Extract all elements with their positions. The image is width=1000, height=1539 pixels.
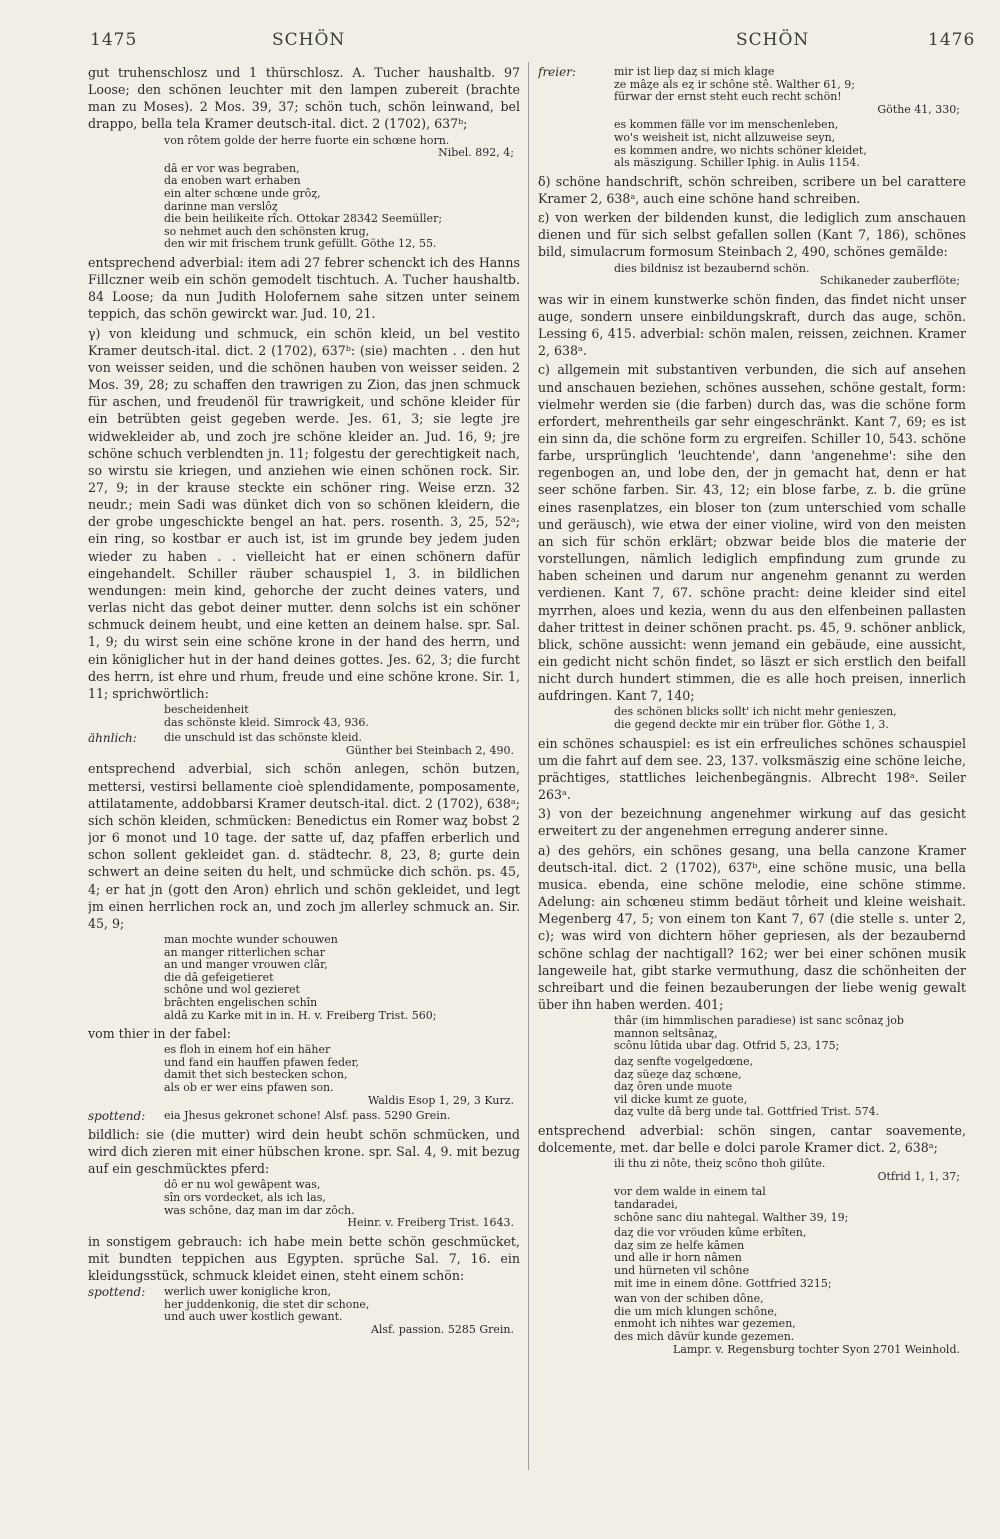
- citation-quote: [88, 934, 520, 1022]
- citation-quote: [538, 1056, 966, 1119]
- entry-paragraph: entsprechend adverbial, sich schön anlegen, schön butzen, mettersi, vestirsi bellamente cioè splendidamente, pomposamente, attilatamente, addobbarsi Kramer deutsch-ital. dict. 2 (1702), 638ᵃ; sich schön kleiden, schmücken: Benedictus ein Romer waȥ bobst 2 jor 6 monot und 10 tage. der satte uf, daȥ pfaffen erberlich und schon sollent gekleidet gan. d. städtechr. 8, 23, 8; gurte dein schwert an deine seiten du helt, und schmücke dich schön. ps. 45, 4; er hat jn (gott den Aron) ehrlich und schön gekleidet, und legt jm einen herrlichen rock an, und zoch jm allerley schmuck an. Sir. 45, 9;: [88, 761, 520, 931]
- page-header: [0, 30, 1000, 60]
- quote-label: [538, 119, 610, 169]
- entry-paragraph: ε) von werken der bildenden kunst, die lediglich zum anschauen dienen und für sich selbst gefallen sollen (Kant 7, 186), schönes bild, simulacrum formosum Steinbach 2, 490, schönes gemälde:: [538, 210, 966, 260]
- verse-line: an manger ritterlichen schar: [164, 946, 325, 959]
- verse-line: und alle ir horn nâmen: [614, 1252, 742, 1265]
- verse-line: schône sanc diu nahtegal. Walther 39, 19;: [614, 1211, 849, 1224]
- quote-label: ähnlich:: [88, 731, 137, 746]
- quote-lines: [610, 706, 966, 731]
- column-divider: [528, 62, 529, 1470]
- quote-lines: [160, 934, 520, 1022]
- quote-label: [538, 1158, 610, 1183]
- verse-line: es kommen fälle vor im menschenleben,: [614, 119, 839, 132]
- verse-line: vor dem walde in einem tal: [614, 1186, 766, 1199]
- verse-line: es kommen andre, wo nichts schöner kleidet,: [614, 144, 867, 157]
- quote-label: [88, 1179, 160, 1229]
- citation-quote: [538, 1227, 966, 1290]
- verse-line: daȥ ôren unde muote: [614, 1081, 733, 1094]
- verse-line: das schönste kleid. Simrock 43, 936.: [164, 716, 369, 729]
- citation-quote: [88, 704, 520, 729]
- verse-line: damit thet sich bestecken schon,: [164, 1069, 348, 1082]
- verse-line: ein alter schœne unde grôȥ,: [164, 188, 321, 200]
- citation-quote: [88, 1110, 520, 1123]
- quote-label: [88, 135, 160, 160]
- verse-line: daȥ vulte dâ berg unde tal. Gottfried Trist. 574.: [614, 1106, 880, 1119]
- quote-label: [538, 1186, 610, 1224]
- quote-label: [538, 1056, 610, 1119]
- quote-label: [538, 706, 610, 731]
- quote-source: Schikaneder zauberflöte;: [819, 274, 960, 288]
- verse-line: daȥ sim ze helfe kâmen: [614, 1239, 745, 1252]
- entry-paragraph: ein schönes schauspiel: es ist ein erfreuliches schönes schauspiel um die fahrt auf dem see. 23, 137. volksmäszig eine schöne leiche, prächtiges, stattliches leichenbegängnis. Albrecht 198ᵃ. Seiler 263ᵃ.: [538, 735, 966, 803]
- quote-source: Göthe 41, 330;: [877, 102, 960, 116]
- verse-line: thâr (im himmlischen paradiese) ist sanc scônaȥ job: [614, 1015, 904, 1028]
- left-page-number: 1475: [90, 30, 138, 50]
- quote-source: Günther bei Steinbach 2, 490.: [345, 743, 514, 757]
- quote-label: [88, 163, 160, 251]
- right-headword: SCHÖN: [736, 30, 810, 50]
- verse-line: her juddenkonig, die stet dir schone,: [164, 1298, 370, 1311]
- verse-line: des mich dâvür kunde gezemen.: [614, 1330, 795, 1343]
- verse-line: daȥ senfte vogelgedœne,: [614, 1055, 754, 1068]
- entry-paragraph: γ) von kleidung und schmuck, ein schön kleid, un bel vestito Kramer deutsch-ital. dict. 2 (1702), 637ᵇ: (sie) machten . . den hut von weisser seiden, und die schönen hauben von weisser seiden. 2 Mos. 39, 28; zu schaffen den trawrigen zu Zion, das jnen schmuck für aschen, und freudenöl für trawrigkeit, und schöne kleider für ein betrübten geist gegeben werde. Jes. 61, 3; sie legte jre widwekleider ab, und zoch jre schöne kleider an. Jud. 16, 9; jre schöne schuch verblendten jn. 11; folgestu der gerechtigkeit nach, so wirstu sie kriegen, und anziehen wie einen schönen rock. Sir. 27, 9; in der krause steckte ein schöner ring. Weise erzn. 32 neudr.; mein Sadi was dünket dich von so schönen kleidern, die der grobe ungeschickte bengel an hat. pers. rosenth. 3, 25, 52ᵃ; ein ring, so kostbar er auch ist, ist im grunde bey jedem juden wieder zu haben . . vielleicht hat er einen schönern dafür eingehandelt. Schiller räuber schauspiel 1, 3. in bildlichen wendungen: mein kind, gehorche der zucht deines vaters, und verlas nicht das gebot deiner mutter. denn solchs ist ein schöner schmuck deinem heubt, und eine ketten an deinem halse. spr. Sal. 1, 9; du wirst sein eine schöne krone in der hand des herrn, und ein königlicher hut in der hand deines gottes. Jes. 62, 3; die furcht des herrn, ist ehre und rhum, freude und eine schöne krone. Sir. 1, 11; sprichwörtlich:: [88, 325, 520, 701]
- entry-paragraph: entsprechend adverbial: item adi 27 febrer schenckt ich des Hanns Fillczner weib ein schön gemodelt tischtuch. A. Tucher haushaltb. 84 Loose; da nun Judith Holofernem sahe sitzen unter seinem teppich, das schön gewirckt war. Jud. 10, 21.: [88, 254, 520, 322]
- verse-line: brâchten engelischen schîn: [164, 996, 318, 1009]
- verse-line: den wir mit frischem trunk gefüllt. Göthe 12, 55.: [164, 238, 437, 251]
- quote-lines: [610, 1158, 966, 1183]
- verse-line: schône und wol gezieret: [164, 984, 300, 997]
- quote-label: [88, 1044, 160, 1107]
- quote-label: [538, 1015, 610, 1053]
- quote-lines: [160, 163, 520, 251]
- left-headword: SCHÖN: [272, 30, 346, 50]
- entry-paragraph: bildlich: sie (die mutter) wird dein heubt schön schmücken, und wird dich zieren mit einer hübschen krone. spr. Sal. 4, 9. mit bezug auf ein geschmücktes pferd:: [88, 1126, 520, 1177]
- verse-line: so nehmet auch den schönsten krug,: [164, 225, 370, 238]
- left-column: [88, 64, 520, 1474]
- verse-line: als mäszigung. Schiller Iphig. in Aulis 1154.: [614, 157, 860, 170]
- quote-source: Nibel. 892, 4;: [438, 146, 514, 160]
- quote-label: [538, 1227, 610, 1290]
- quote-label: [88, 934, 160, 1022]
- citation-quote: [538, 1158, 966, 1183]
- verse-line: wo's weisheit ist, nicht allzuweise seyn,: [614, 131, 836, 144]
- quote-lines: [160, 1044, 520, 1107]
- quote-lines: [610, 66, 966, 116]
- quote-lines: [610, 119, 966, 169]
- citation-quote: [88, 1044, 520, 1107]
- citation-quote: [88, 135, 520, 160]
- verse-line: dâ er vor was begraben,: [164, 162, 300, 175]
- quote-label: spottend:: [88, 1109, 146, 1124]
- verse-line: mit ime in einem dône. Gottfried 3215;: [614, 1277, 832, 1290]
- quote-label: [538, 1293, 610, 1356]
- citation-quote: [538, 1186, 966, 1224]
- verse-line: die dâ gefeigetieret: [164, 971, 274, 984]
- citation-quote: [88, 1286, 520, 1336]
- entry-paragraph: 3) von der bezeichnung angenehmer wirkung auf das gesicht erweitert zu der angenehmen erregung anderer sinne.: [538, 806, 966, 839]
- entry-paragraph: c) allgemein mit substantiven verbunden, die sich auf ansehen und anschauen beziehen, schönes aussehen, schöne gestalt, form: vielmehr werden sie (die farben) durch das, was die schöne form erfordert, mehrentheils gar sehr eingeschränkt. Kant 7, 69; es ist ein sinn da, die schöne form zu ergreifen. Schiller 10, 543. schöne farbe, ursprünglich 'leuchtende', dann 'angenehme': sihe den regenbogen an, und lobe den, der jn gemacht hat, denn er hat seer schöne farben. Sir. 43, 12; ein blose farbe, z. b. die grüne eines rasenplatzes, ein bloser ton (zum unterschied vom schalle und geräusch), wie etwa der einer violine, wird von den meisten an sich für schön erklärt; obzwar beide blos die materie der vorstellungen, nämlich lediglich empfindung zum grunde zu haben scheinen und darum nur angenehm genannt zu werden verdienen. Kant 7, 67. schöne pracht: deine kleider sind eitel myrrhen, aloes und kezia, wenn du aus den elfenbeinen pallasten daher trittest in deiner schönen pracht. ps. 45, 9. schöner anblick, blick, schöne aussicht: wenn jemand ein gebäude, eine aussicht, ein gedicht nicht schön findet, so läszt er sich erstlich den beifall nicht durch hundert stimmen, die es alle hoch preisen, innerlich aufdringen. Kant 7, 140;: [538, 362, 966, 704]
- verse-line: enmoht ich nihtes war gezemen,: [614, 1318, 796, 1331]
- quote-source: Otfrid 1, 1, 37;: [877, 1169, 960, 1183]
- verse-line: ze mâȥe als eȥ ir schône stê. Walther 61, 9;: [614, 78, 855, 91]
- verse-line: bescheidenheit: [164, 704, 249, 717]
- verse-line: als ob er wer eins pfawen son.: [164, 1082, 334, 1095]
- verse-line: des schönen blicks sollt' ich nicht mehr genieszen,: [614, 706, 897, 719]
- verse-line: mir ist liep daȥ si mich klage: [614, 66, 775, 78]
- verse-line: ili thu zi nôte, theiȥ scôno thoh gilûte.: [614, 1158, 826, 1171]
- citation-quote: [538, 263, 966, 288]
- verse-line: daȥ süeȥe daȥ schœne,: [614, 1068, 742, 1081]
- verse-line: und auch uwer kostlich gewant.: [164, 1311, 343, 1324]
- entry-paragraph: was wir in einem kunstwerke schön finden, das findet nicht unser auge, sondern unsere einbildungskraft, durch das auge, schön. Lessing 6, 415. adverbial: schön malen, reissen, zeichnen. Kramer 2, 638ᵃ.: [538, 291, 966, 359]
- verse-line: die gegend deckte mir ein trüber flor. Göthe 1, 3.: [614, 719, 889, 732]
- entry-paragraph: vom thier in der fabel:: [88, 1026, 231, 1042]
- quote-lines: [610, 1227, 966, 1290]
- citation-quote: [538, 119, 966, 169]
- quote-lines: [160, 732, 520, 757]
- quote-lines: [160, 135, 520, 160]
- verse-line: dô er nu wol gewâpent was,: [164, 1179, 321, 1192]
- quote-lines: [160, 704, 520, 729]
- verse-line: daȥ die vor vröuden kûme erbîten,: [614, 1227, 807, 1240]
- quote-lines: [610, 263, 966, 288]
- verse-line: vil dicke kumt ze guote,: [614, 1093, 748, 1106]
- right-page-number: 1476: [928, 30, 976, 50]
- citation-quote: [538, 1293, 966, 1356]
- verse-line: es floh in einem hof ein häher: [164, 1044, 331, 1057]
- verse-line: was schône, daȥ man im dar zôch.: [164, 1204, 355, 1217]
- verse-line: aldâ zu Karke mit in in. H. v. Freiberg Trist. 560;: [164, 1009, 437, 1022]
- verse-line: von rôtem golde der herre fuorte ein schœne horn.: [164, 134, 450, 147]
- verse-line: die bein heilikeite rîch. Ottokar 28342 Seemüller;: [164, 213, 443, 226]
- entry-paragraph: entsprechend adverbial: schön singen, cantar soavemente, dolcemente, met. dar belle e dolci parole Kramer dict. 2, 638ᵃ;: [538, 1122, 966, 1156]
- quote-lines: [160, 1110, 520, 1123]
- quote-label: [538, 263, 610, 288]
- verse-line: man mochte wunder schouwen: [164, 933, 338, 946]
- citation-quote: [88, 163, 520, 251]
- entry-paragraph: δ) schöne handschrift, schön schreiben, scribere un bel carattere Kramer 2, 638ᵃ, auch eine schöne hand schreiben.: [538, 173, 966, 206]
- verse-line: eia Jhesus gekronet schone! Alsf. pass. 5290 Grein.: [164, 1110, 451, 1123]
- quote-lines: [160, 1286, 520, 1336]
- quote-lines: [610, 1293, 966, 1356]
- entry-paragraph: in sonstigem gebrauch: ich habe mein bette schön geschmücket, mit bundten teppichen aus Egypten. sprüche Sal. 7, 16. ein kleidungsstück, schmuck kleidet einen, steht einem schön:: [88, 1233, 520, 1283]
- quote-lines: [160, 1179, 520, 1229]
- citation-quote: [538, 1015, 966, 1053]
- verse-line: die unschuld ist das schönste kleid.: [164, 732, 363, 745]
- entry-paragraph: gut truhenschlosz und 1 thürschlosz. A. Tucher haushaltb. 97 Loose; den schönen leuchter mit den lampen zubereit (brachte man zu Moses). 2 Mos. 39, 37; schön tuch, schön leinwand, bel drappo, bella tela Kramer deutsch-ital. dict. 2 (1702), 637ᵇ;: [88, 65, 520, 132]
- verse-line: wan von der schiben dône,: [614, 1293, 764, 1306]
- verse-line: tandaradei,: [614, 1199, 679, 1211]
- verse-line: und fand ein hauffen pfawen feder,: [164, 1056, 360, 1069]
- citation-quote: [538, 706, 966, 731]
- verse-line: werlich uwer konigliche kron,: [164, 1286, 332, 1299]
- verse-line: die um mich klungen schône,: [614, 1305, 778, 1318]
- quote-lines: [610, 1186, 966, 1224]
- verse-line: und hürneten vil schône: [614, 1264, 750, 1277]
- quote-source: Lampr. v. Regensburg tochter Syon 2701 Weinhold.: [673, 1342, 960, 1356]
- quote-source: Waldis Esop 1, 29, 3 Kurz.: [367, 1093, 514, 1107]
- quote-source: Alsf. passion. 5285 Grein.: [370, 1322, 514, 1336]
- quote-source: Heinr. v. Freiberg Trist. 1643.: [347, 1216, 514, 1230]
- citation-quote: [88, 732, 520, 757]
- verse-line: an und manger vrouwen clâr,: [164, 959, 328, 972]
- verse-line: da enoben wart erhaben: [164, 175, 301, 188]
- quote-label: spottend:: [88, 1285, 146, 1300]
- verse-line: sîn ors vordecket, als ich las,: [164, 1191, 326, 1204]
- quote-label: freier:: [538, 65, 576, 79]
- verse-line: dies bildnisz ist bezaubernd schön.: [614, 262, 810, 275]
- verse-line: mannon seltsânaȥ,: [614, 1027, 718, 1040]
- quote-lines: [610, 1015, 966, 1053]
- entry-paragraph: a) des gehörs, ein schönes gesang, una bella canzone Kramer deutsch-ital. dict. 2 (1702), 637ᵇ, eine schöne music, una bella musica. ebenda, eine schöne melodie, eine schöne stimme. Adelung: ain schœneu stimm bedäut tôrheit und kleine weishait. Megenberg 47, 5; von einem ton Kant 7, 67 (die stelle s. unter 2, c); was wird von dichtern höher gepriesen, als der bezaubernd schöne schlag der nachtigall? 162; wer bei einer schönen musik langeweile hat, gibt starke vermuthung, dasz die schönheiten der schreibart und die feinen bezauberungen der liebe wenig gewalt über ihn haben werden. 401;: [538, 842, 966, 1012]
- verse-line: darinne man verslôȥ: [164, 200, 278, 213]
- quote-lines: [610, 1056, 966, 1119]
- citation-quote: [538, 66, 966, 116]
- citation-quote: [88, 1179, 520, 1229]
- verse-line: scônu lûtida ubar dag. Otfrid 5, 23, 175;: [614, 1040, 840, 1053]
- quote-label: [88, 704, 160, 729]
- right-column: [538, 64, 966, 1474]
- verse-line: fürwar der ernst steht euch recht schön!: [614, 91, 842, 104]
